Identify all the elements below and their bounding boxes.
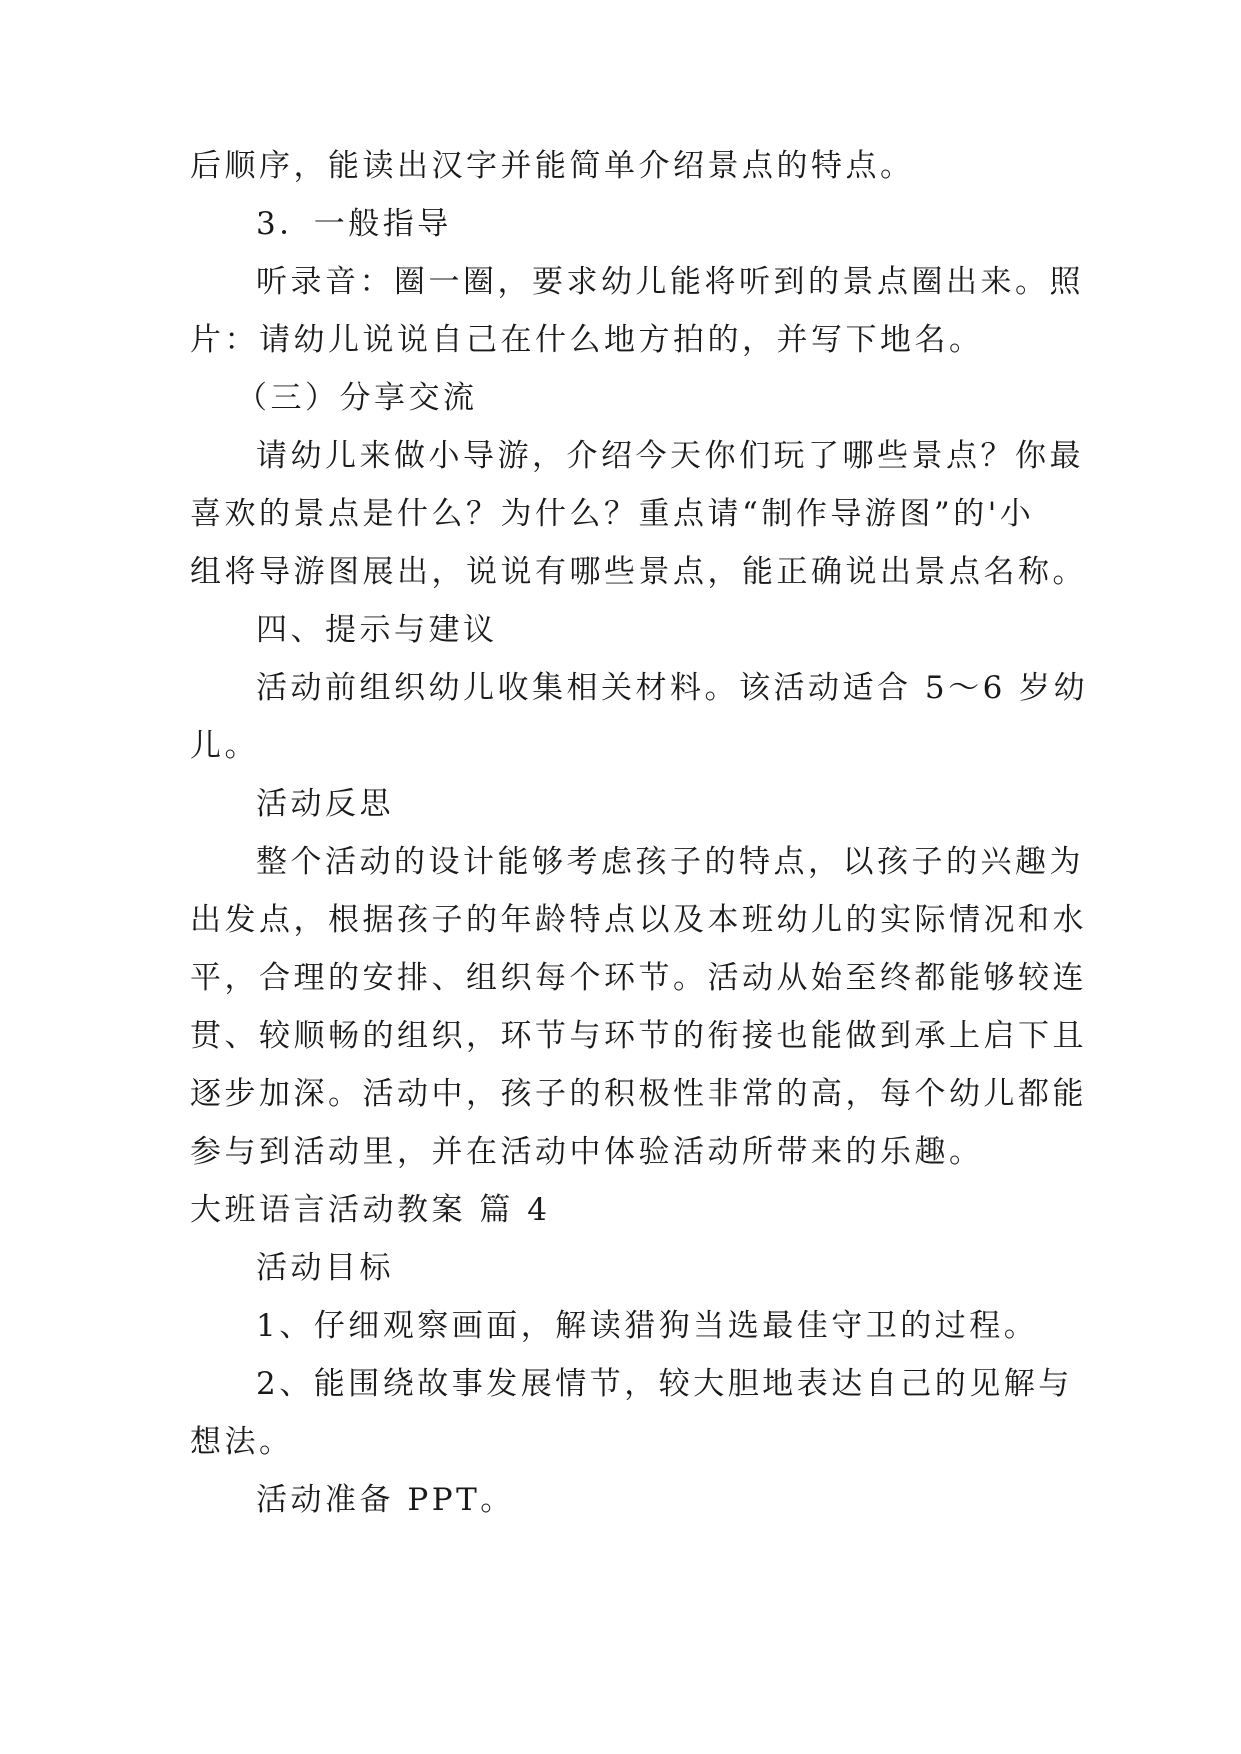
paragraph-line: 想法。	[190, 1424, 294, 1460]
list-item: 2、能围绕故事发展情节，较大胆地表达自己的见解与	[256, 1366, 1073, 1402]
paragraph-line: 平，合理的安排、组织每个环节。活动从始至终都能够较连	[190, 960, 1087, 996]
paragraph-line: 请幼儿来做小导游，介绍今天你们玩了哪些景点？你最	[256, 438, 1084, 474]
paragraph-line: 组将导游图展出，说说有哪些景点，能正确说出景点名称。	[190, 554, 1087, 590]
paragraph-line: 逐步加深。活动中，孩子的积极性非常的高，每个幼儿都能	[190, 1076, 1087, 1112]
section-heading: 活动目标	[256, 1250, 394, 1286]
paragraph-line: 片：请幼儿说说自己在什么地方拍的，并写下地名。	[190, 322, 984, 358]
paragraph-line: 整个活动的设计能够考虑孩子的特点，以孩子的兴趣为	[256, 844, 1084, 880]
list-item: 1、仔细观察画面，解读猎狗当选最佳守卫的过程。	[256, 1308, 1039, 1344]
paragraph-line: 后顺序，能读出汉字并能简单介绍景点的特点。	[190, 148, 915, 184]
section-heading: （三）分享交流	[236, 380, 478, 416]
paragraph-line: 活动前组织幼儿收集相关材料。该活动适合 5～6 岁幼	[256, 670, 1089, 706]
paragraph-line: 活动准备 PPT。	[256, 1482, 515, 1518]
section-heading: 四、提示与建议	[256, 612, 498, 648]
section-heading: 3．一般指导	[256, 206, 452, 242]
paragraph-line: 出发点，根据孩子的年龄特点以及本班幼儿的实际情况和水	[190, 902, 1087, 938]
paragraph-line: 喜欢的景点是什么？为什么？重点请“制作导游图”的'小	[190, 496, 1035, 532]
paragraph-line: 参与到活动里，并在活动中体验活动所带来的乐趣。	[190, 1134, 984, 1170]
paragraph-line: 儿。	[190, 728, 259, 764]
section-heading: 活动反思	[256, 786, 394, 822]
paragraph-line: 贯、较顺畅的组织，环节与环节的衔接也能做到承上启下且	[190, 1018, 1087, 1054]
paragraph-line: 听录音：圈一圈，要求幼儿能将听到的景点圈出来。照	[256, 264, 1084, 300]
chapter-title: 大班语言活动教案 篇 4	[190, 1192, 551, 1228]
